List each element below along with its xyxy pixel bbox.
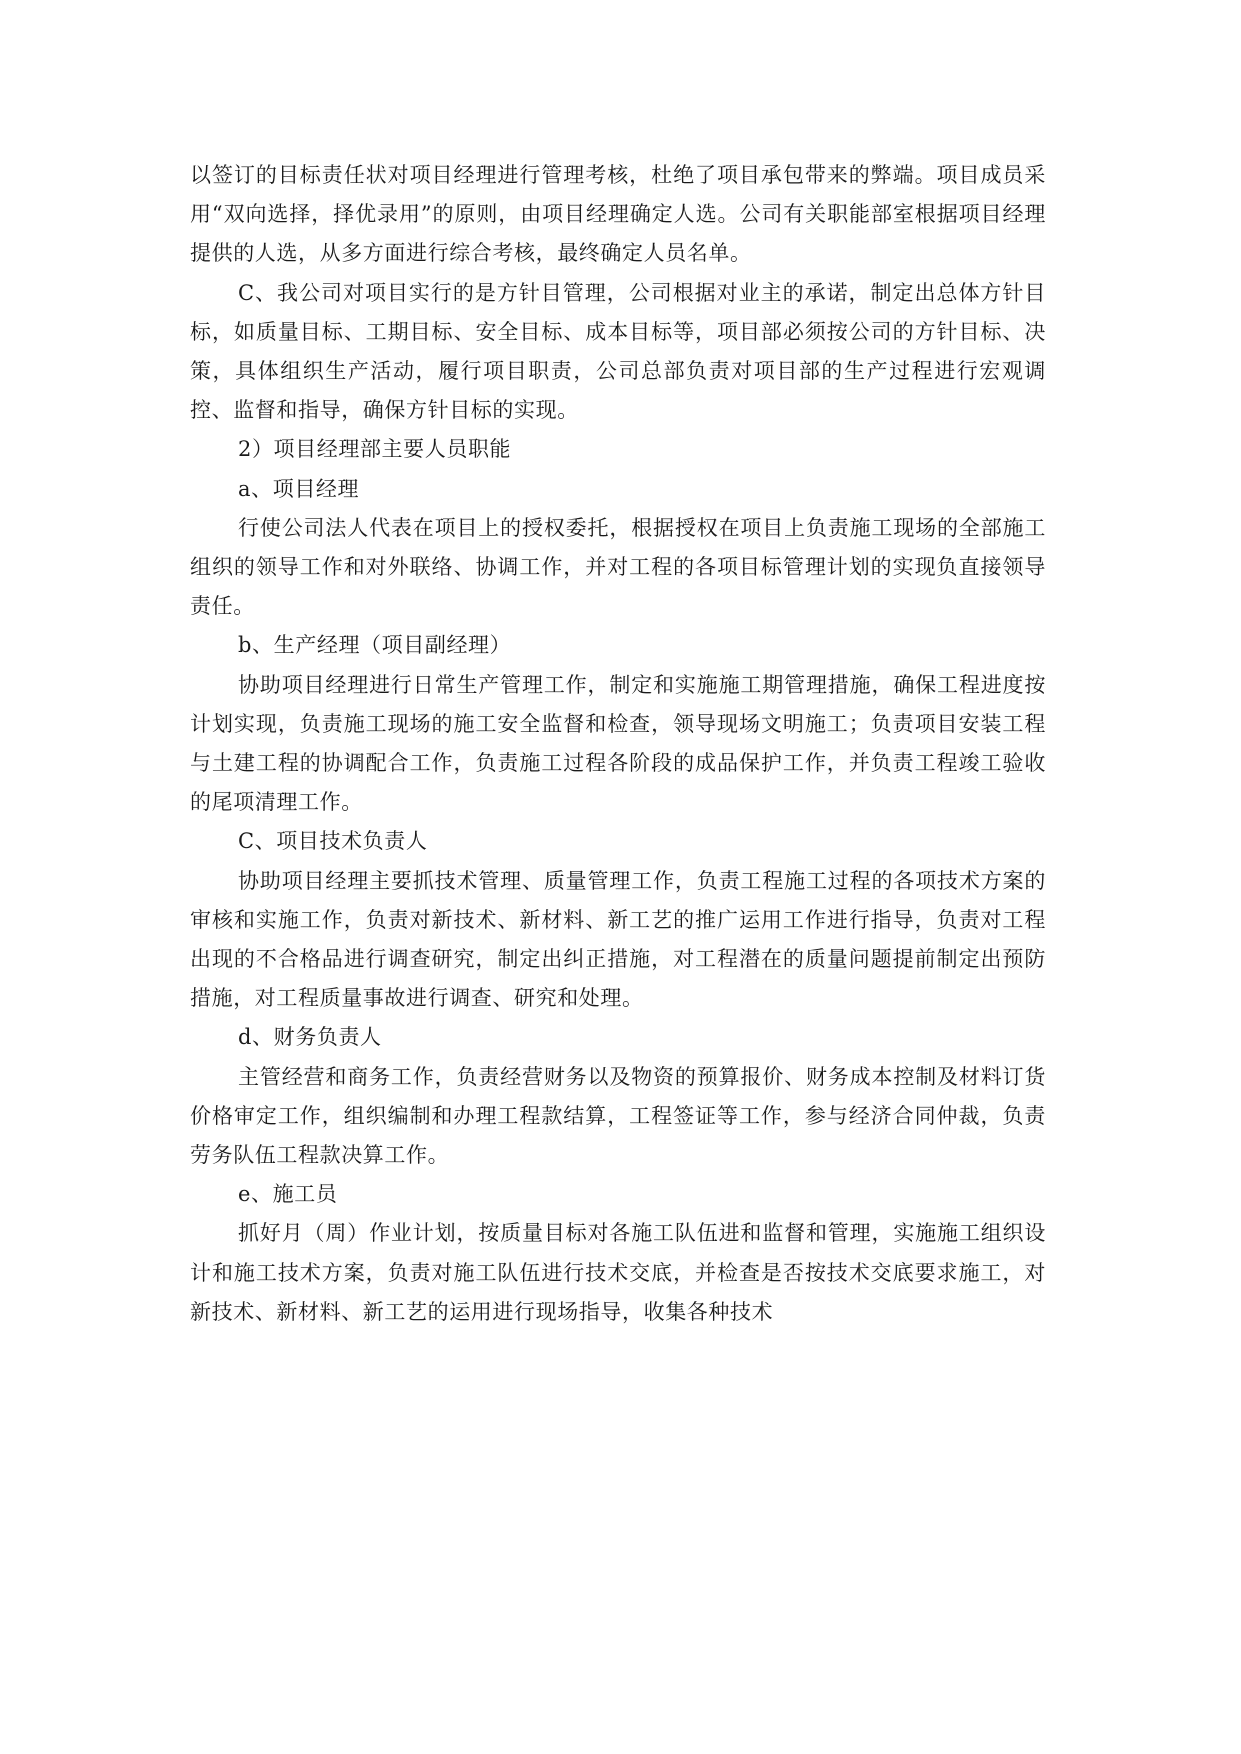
section-heading-staff-functions: 2）项目经理部主要人员职能: [238, 437, 512, 462]
paragraph-technical-lead: 协助项目经理主要抓技术管理、质量管理工作，负责工程施工过程的各项技术方案的审核和实施工作，负责对新技术、新材料、新工艺的推广运用工作进行指导，负责对工程出现的不合格品进行调查研究，制定出纠正措施，对工程潜在的质量问题提前制定出预防措施，对工程质量事故进行调查、研究和处理。: [190, 868, 1046, 1011]
role-heading-production-manager: b、生产经理（项目副经理）: [238, 633, 512, 658]
document-body: [190, 156, 1046, 1332]
role-heading-project-manager: a、项目经理: [238, 476, 360, 501]
paragraph-continuation: 以签订的目标责任状对项目经理进行管理考核，杜绝了项目承包带来的弊端。项目成员采用“双向选择，择优录用”的原则，由项目经理确定人选。公司有关职能部室根据项目经理提供的人选，从多方面进行综合考核，最终确定人员名单。: [190, 163, 1046, 266]
role-heading-finance-lead: d、财务负责人: [238, 1025, 382, 1050]
role-heading-site-engineer: e、施工员: [238, 1182, 338, 1207]
paragraph-production-manager: 协助项目经理进行日常生产管理工作，制定和实施施工期管理措施，确保工程进度按计划实现，负责施工现场的施工安全监督和检查，领导现场文明施工；负责项目安装工程与土建工程的协调配合工作，负责施工过程各阶段的成品保护工作，并负责工程竣工验收的尾项清理工作。: [190, 672, 1046, 815]
role-heading-technical-lead: C、项目技术负责人: [238, 829, 428, 854]
paragraph-management-mode: C、我公司对项目实行的是方针目管理，公司根据对业主的承诺，制定出总体方针目标，如质量目标、工期目标、安全目标、成本目标等，项目部必须按公司的方针目标、决策，具体组织生产活动，履行项目职责，公司总部负责对项目部的生产过程进行宏观调控、监督和指导，确保方针目标的实现。: [190, 280, 1046, 423]
paragraph-project-manager: 行使公司法人代表在项目上的授权委托，根据授权在项目上负责施工现场的全部施工组织的领导工作和对外联络、协调工作，并对工程的各项目标管理计划的实现负直接领导责任。: [190, 515, 1046, 619]
paragraph-finance-lead: 主管经营和商务工作，负责经营财务以及物资的预算报价、财务成本控制及材料订货价格审定工作，组织编制和办理工程款结算，工程签证等工作，参与经济合同仲裁，负责劳务队伍工程款决算工作。: [190, 1064, 1046, 1168]
paragraph-site-engineer: 抓好月（周）作业计划，按质量目标对各施工队伍进和监督和管理，实施施工组织设计和施工技术方案，负责对施工队伍进行技术交底，并检查是否按技术交底要求施工，对新技术、新材料、新工艺的运用进行现场指导，收集各种技术: [190, 1221, 1046, 1324]
